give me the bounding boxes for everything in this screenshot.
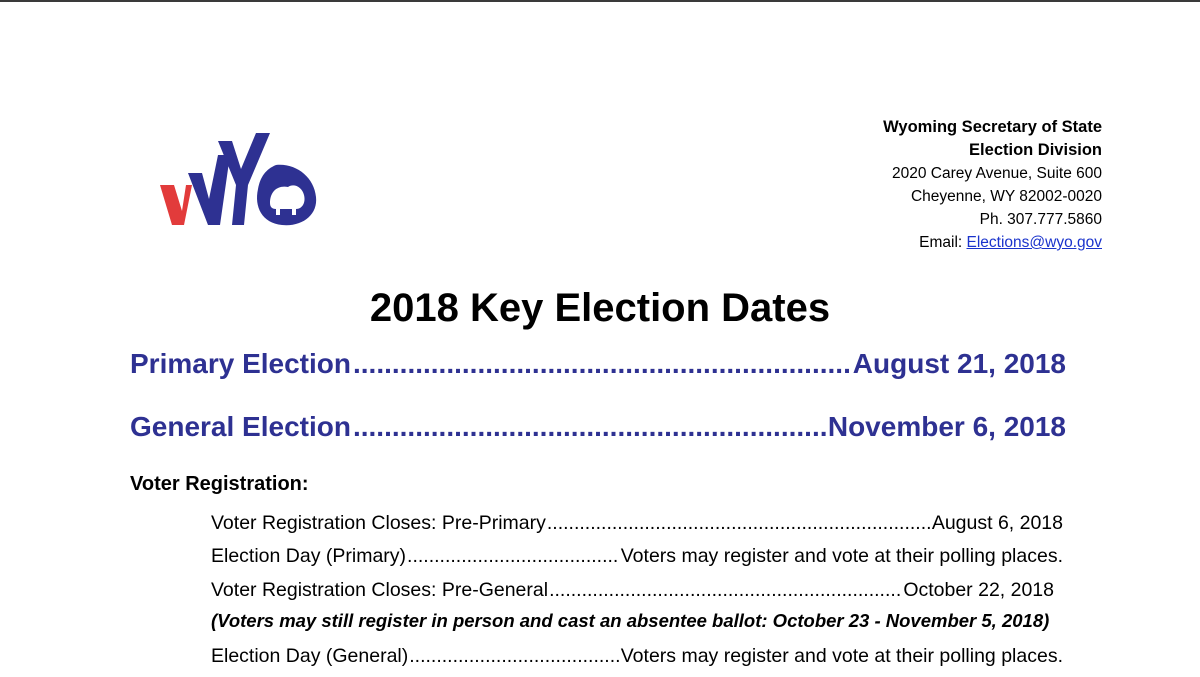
absentee-note: (Voters may still register in person and cast an absentee ballot: October 23 - November 5, 2018) bbox=[211, 610, 1050, 631]
dot-leader bbox=[407, 543, 620, 569]
wyo-logo bbox=[158, 133, 318, 228]
dot-leader bbox=[353, 410, 826, 444]
top-rule bbox=[0, 0, 1200, 2]
dot-leader bbox=[547, 510, 931, 536]
registration-label: Voter Registration Closes: Pre-General bbox=[211, 579, 549, 601]
voter-registration-heading: Voter Registration: bbox=[130, 473, 309, 495]
dot-leader bbox=[353, 347, 851, 381]
general-election-label: General Election bbox=[130, 411, 351, 442]
division-name: Election Division bbox=[969, 141, 1102, 159]
email-label: Email: bbox=[919, 234, 967, 251]
registration-value: October 22, 2018 bbox=[903, 579, 1054, 601]
registration-row bbox=[211, 643, 1063, 669]
general-election-row bbox=[130, 410, 1066, 444]
org-name: Wyoming Secretary of State bbox=[883, 118, 1102, 136]
email-link[interactable]: Elections@wyo.gov bbox=[966, 234, 1102, 251]
registration-row bbox=[211, 543, 1063, 569]
registration-value: Voters may register and vote at their polling places. bbox=[620, 645, 1063, 667]
dot-leader bbox=[549, 577, 902, 603]
primary-election-label: Primary Election bbox=[130, 348, 351, 379]
primary-election-row bbox=[130, 347, 1066, 381]
dot-leader bbox=[409, 643, 620, 669]
registration-label: Election Day (Primary) bbox=[211, 545, 407, 567]
registration-row bbox=[211, 510, 1063, 536]
registration-label: Voter Registration Closes: Pre-Primary bbox=[211, 512, 546, 534]
general-election-date: November 6, 2018 bbox=[827, 411, 1066, 442]
primary-election-date: August 21, 2018 bbox=[852, 348, 1066, 379]
phone-number: Ph. 307.777.5860 bbox=[979, 211, 1102, 228]
registration-row bbox=[211, 577, 1054, 603]
registration-label: Election Day (General) bbox=[211, 645, 409, 667]
address-line-2: Cheyenne, WY 82002-0020 bbox=[910, 188, 1102, 205]
registration-value: Voters may register and vote at their polling places. bbox=[620, 545, 1063, 567]
registration-value: August 6, 2018 bbox=[931, 512, 1063, 534]
contact-block bbox=[883, 116, 1102, 254]
email-line bbox=[883, 231, 1102, 254]
address-line-1: 2020 Carey Avenue, Suite 600 bbox=[892, 165, 1102, 182]
page-title: 2018 Key Election Dates bbox=[369, 286, 831, 330]
